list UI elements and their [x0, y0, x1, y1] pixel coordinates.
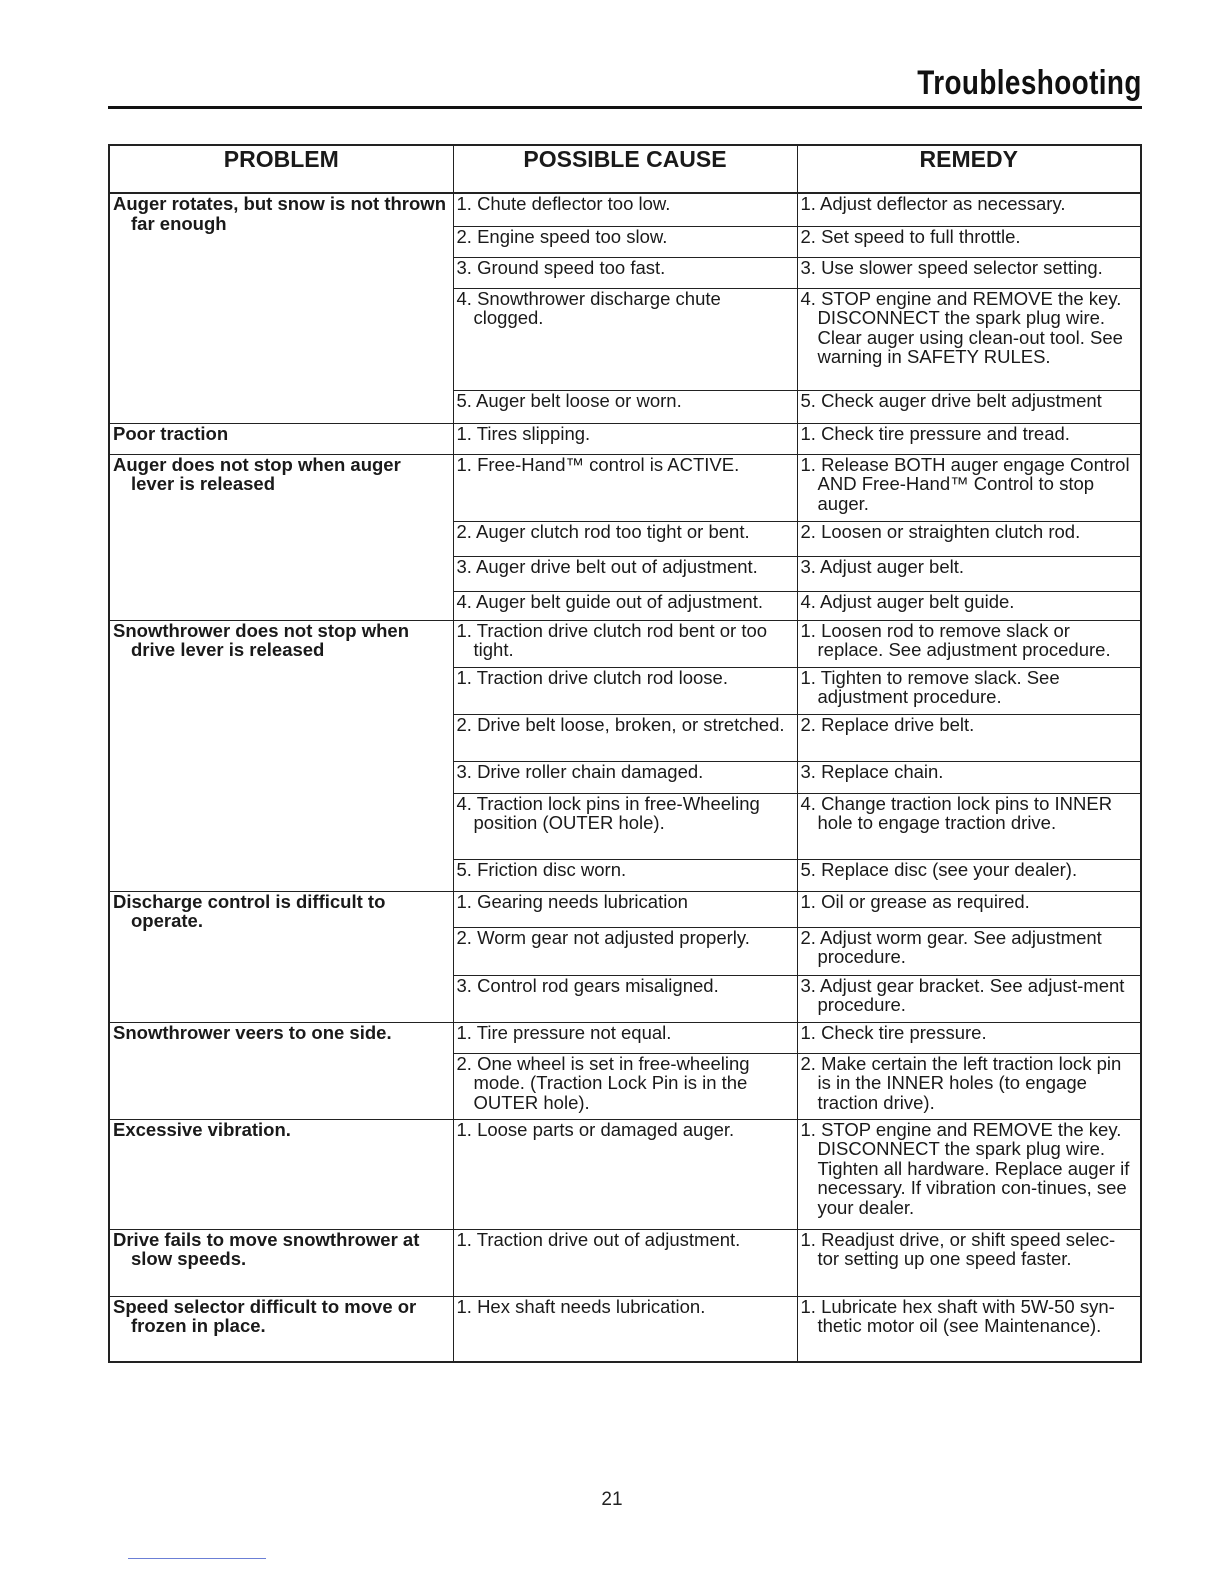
problem-cell: Snowthrower does not stop when drive lever is released — [109, 620, 453, 891]
remedy-cell: 3. Adjust gear bracket. See adjust-ment procedure. — [797, 975, 1141, 1022]
remedy-cell: 1. Tighten to remove slack. See adjustment procedure. — [797, 667, 1141, 714]
remedy-cell: 2. Replace drive belt. — [797, 714, 1141, 761]
table-row — [109, 454, 1141, 521]
cause-cell: 1. Tire pressure not equal. — [453, 1022, 797, 1053]
cause-cell: 1. Tires slipping. — [453, 423, 797, 454]
problem-cell: Poor traction — [109, 423, 453, 454]
cause-cell: 1. Traction drive out of adjustment. — [453, 1229, 797, 1296]
cause-cell: 5. Friction disc worn. — [453, 859, 797, 891]
page-title: Troubleshooting — [917, 64, 1142, 102]
remedy-cell: 1. STOP engine and REMOVE the key. DISCONNECT the spark plug wire. Tighten all hardware. Replace auger if necessary. If vibration con-tinues, see your dealer. — [797, 1119, 1141, 1229]
table-row — [109, 193, 1141, 226]
troubleshooting-table — [108, 144, 1142, 1363]
cause-cell: 2. Engine speed too slow. — [453, 226, 797, 257]
column-header-cause: POSSIBLE CAUSE — [453, 145, 797, 193]
page-number: 21 — [601, 1489, 623, 1510]
title-rule — [108, 106, 1142, 109]
remedy-cell: 2. Set speed to full throttle. — [797, 226, 1141, 257]
table-row — [109, 1022, 1141, 1053]
problem-cell: Auger rotates, but snow is not thrown far enough — [109, 193, 453, 423]
remedy-cell: 4. Adjust auger belt guide. — [797, 591, 1141, 620]
problem-cell: Discharge control is difficult to operate. — [109, 891, 453, 1022]
table-row — [109, 423, 1141, 454]
remedy-cell: 5. Check auger drive belt adjustment — [797, 390, 1141, 423]
cause-cell: 5. Auger belt loose or worn. — [453, 390, 797, 423]
cause-cell: 1. Gearing needs lubrication — [453, 891, 797, 927]
cause-cell: 1. Chute deflector too low. — [453, 193, 797, 226]
table-row — [109, 1229, 1141, 1296]
cause-cell: 1. Loose parts or damaged auger. — [453, 1119, 797, 1229]
table-row — [109, 1296, 1141, 1362]
remedy-cell: 1. Adjust deflector as necessary. — [797, 193, 1141, 226]
remedy-cell: 2. Make certain the left traction lock pin is in the INNER holes (to engage traction drive). — [797, 1053, 1141, 1119]
cause-cell: 1. Hex shaft needs lubrication. — [453, 1296, 797, 1362]
problem-cell: Excessive vibration. — [109, 1119, 453, 1229]
remedy-cell: 1. Lubricate hex shaft with 5W-50 syn-thetic motor oil (see Maintenance). — [797, 1296, 1141, 1362]
cause-cell: 1. Free-Hand™ control is ACTIVE. — [453, 454, 797, 521]
problem-cell: Snowthrower veers to one side. — [109, 1022, 453, 1119]
problem-cell: Speed selector difficult to move or frozen in place. — [109, 1296, 453, 1362]
cause-cell: 2. Drive belt loose, broken, or stretched. — [453, 714, 797, 761]
cause-cell: 3. Drive roller chain damaged. — [453, 761, 797, 793]
cause-cell: 4. Auger belt guide out of adjustment. — [453, 591, 797, 620]
table-header-row — [109, 145, 1141, 193]
cause-cell: 2. One wheel is set in free-wheeling mode. (Traction Lock Pin is in the OUTER hole). — [453, 1053, 797, 1119]
table-row — [109, 620, 1141, 667]
cause-cell: 1. Traction drive clutch rod loose. — [453, 667, 797, 714]
remedy-cell: 1. Readjust drive, or shift speed selec-tor setting up one speed faster. — [797, 1229, 1141, 1296]
problem-cell: Auger does not stop when auger lever is released — [109, 454, 453, 620]
remedy-cell: 4. STOP engine and REMOVE the key. DISCONNECT the spark plug wire. Clear auger using clean-out tool. See warning in SAFETY RULES. — [797, 288, 1141, 390]
remedy-cell: 3. Adjust auger belt. — [797, 556, 1141, 591]
problem-cell: Drive fails to move snowthrower at slow speeds. — [109, 1229, 453, 1296]
cause-cell: 2. Worm gear not adjusted properly. — [453, 927, 797, 975]
cause-cell: 2. Auger clutch rod too tight or bent. — [453, 521, 797, 556]
cause-cell: 1. Traction drive clutch rod bent or too tight. — [453, 620, 797, 667]
column-header-problem: PROBLEM — [109, 145, 453, 193]
remedy-cell: 3. Use slower speed selector setting. — [797, 257, 1141, 288]
remedy-cell: 3. Replace chain. — [797, 761, 1141, 793]
remedy-cell: 1. Loosen rod to remove slack or replace. See adjustment procedure. — [797, 620, 1141, 667]
cause-cell: 4. Snowthrower discharge chute clogged. — [453, 288, 797, 390]
remedy-cell: 4. Change traction lock pins to INNER hole to engage traction drive. — [797, 793, 1141, 859]
cause-cell: 4. Traction lock pins in free-Wheeling position (OUTER hole). — [453, 793, 797, 859]
bottom-link-underline — [128, 1558, 266, 1559]
table-row — [109, 891, 1141, 927]
remedy-cell: 2. Adjust worm gear. See adjustment procedure. — [797, 927, 1141, 975]
remedy-cell: 1. Check tire pressure. — [797, 1022, 1141, 1053]
remedy-cell: 2. Loosen or straighten clutch rod. — [797, 521, 1141, 556]
table-row — [109, 1119, 1141, 1229]
column-header-remedy: REMEDY — [797, 145, 1141, 193]
remedy-cell: 1. Release BOTH auger engage Control AND Free-Hand™ Control to stop auger. — [797, 454, 1141, 521]
remedy-cell: 1. Check tire pressure and tread. — [797, 423, 1141, 454]
remedy-cell: 5. Replace disc (see your dealer). — [797, 859, 1141, 891]
cause-cell: 3. Ground speed too fast. — [453, 257, 797, 288]
cause-cell: 3. Auger drive belt out of adjustment. — [453, 556, 797, 591]
remedy-cell: 1. Oil or grease as required. — [797, 891, 1141, 927]
cause-cell: 3. Control rod gears misaligned. — [453, 975, 797, 1022]
